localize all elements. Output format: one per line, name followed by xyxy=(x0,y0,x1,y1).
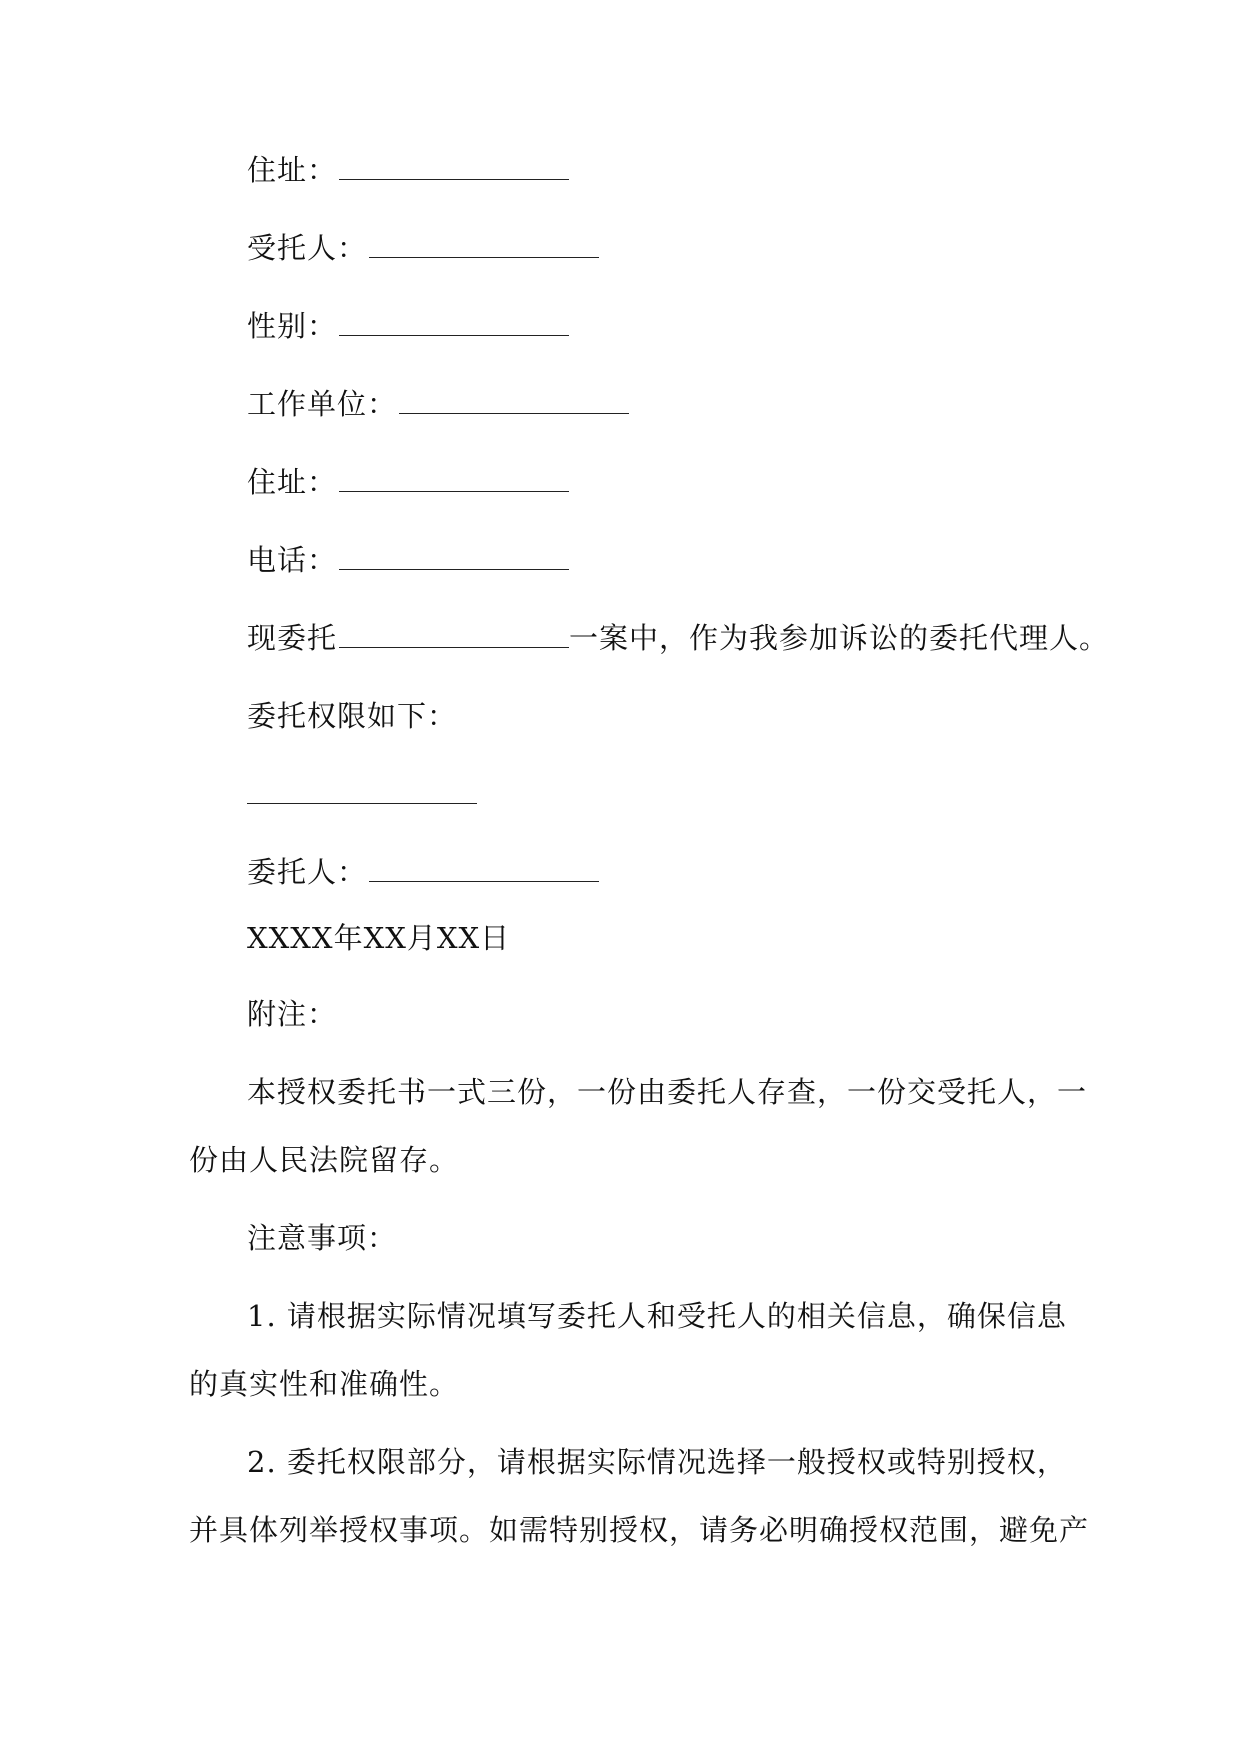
gender-blank[interactable] xyxy=(339,334,569,336)
gender-label: 性别： xyxy=(247,309,338,343)
entrustee-field xyxy=(247,228,599,268)
case-blank[interactable] xyxy=(339,646,569,648)
address-blank-2[interactable] xyxy=(339,490,569,492)
address-field-1 xyxy=(247,150,569,190)
authority-blank[interactable] xyxy=(247,802,477,804)
entrustee-label: 受托人： xyxy=(247,231,368,265)
date-line: XXXX年XX月XX日 xyxy=(247,921,511,955)
notice-item-2-line-1: 2. 委托权限部分，请根据实际情况选择一般授权或特别授权， xyxy=(247,1445,1067,1479)
entruster-blank[interactable] xyxy=(369,880,599,882)
notice-item-1-line-1: 1. 请根据实际情况填写委托人和受托人的相关信息，确保信息 xyxy=(247,1299,1067,1333)
gender-field xyxy=(247,306,569,346)
address-label-1: 住址： xyxy=(247,153,338,187)
phone-blank[interactable] xyxy=(339,568,569,570)
note-paragraph-line-1: 本授权委托书一式三份，一份由委托人存查，一份交受托人，一 xyxy=(247,1075,1088,1109)
phone-label: 电话： xyxy=(247,543,338,577)
entrustee-blank[interactable] xyxy=(369,256,599,258)
address-label-2: 住址： xyxy=(247,465,338,499)
entrust-sentence xyxy=(247,618,1109,658)
entrust-prefix: 现委托 xyxy=(247,621,338,655)
phone-field xyxy=(247,540,569,580)
notice-item-2-line-2: 并具体列举授权事项。如需特别授权，请务必明确授权范围，避免产 xyxy=(189,1513,1090,1547)
address-blank-1[interactable] xyxy=(339,178,569,180)
entruster-field xyxy=(247,852,599,892)
note-heading: 附注： xyxy=(247,997,338,1031)
notice-heading: 注意事项： xyxy=(247,1221,398,1255)
entruster-label: 委托人： xyxy=(247,855,368,889)
authority-field xyxy=(247,774,477,814)
notice-item-1-line-2: 的真实性和准确性。 xyxy=(189,1367,460,1401)
note-paragraph-line-2: 份由人民法院留存。 xyxy=(189,1143,460,1177)
work-unit-label: 工作单位： xyxy=(247,387,398,421)
address-field-2 xyxy=(247,462,569,502)
work-unit-blank[interactable] xyxy=(399,412,629,414)
work-unit-field xyxy=(247,384,629,424)
authority-heading: 委托权限如下： xyxy=(247,699,458,733)
entrust-suffix: 一案中，作为我参加诉讼的委托代理人。 xyxy=(569,621,1110,655)
